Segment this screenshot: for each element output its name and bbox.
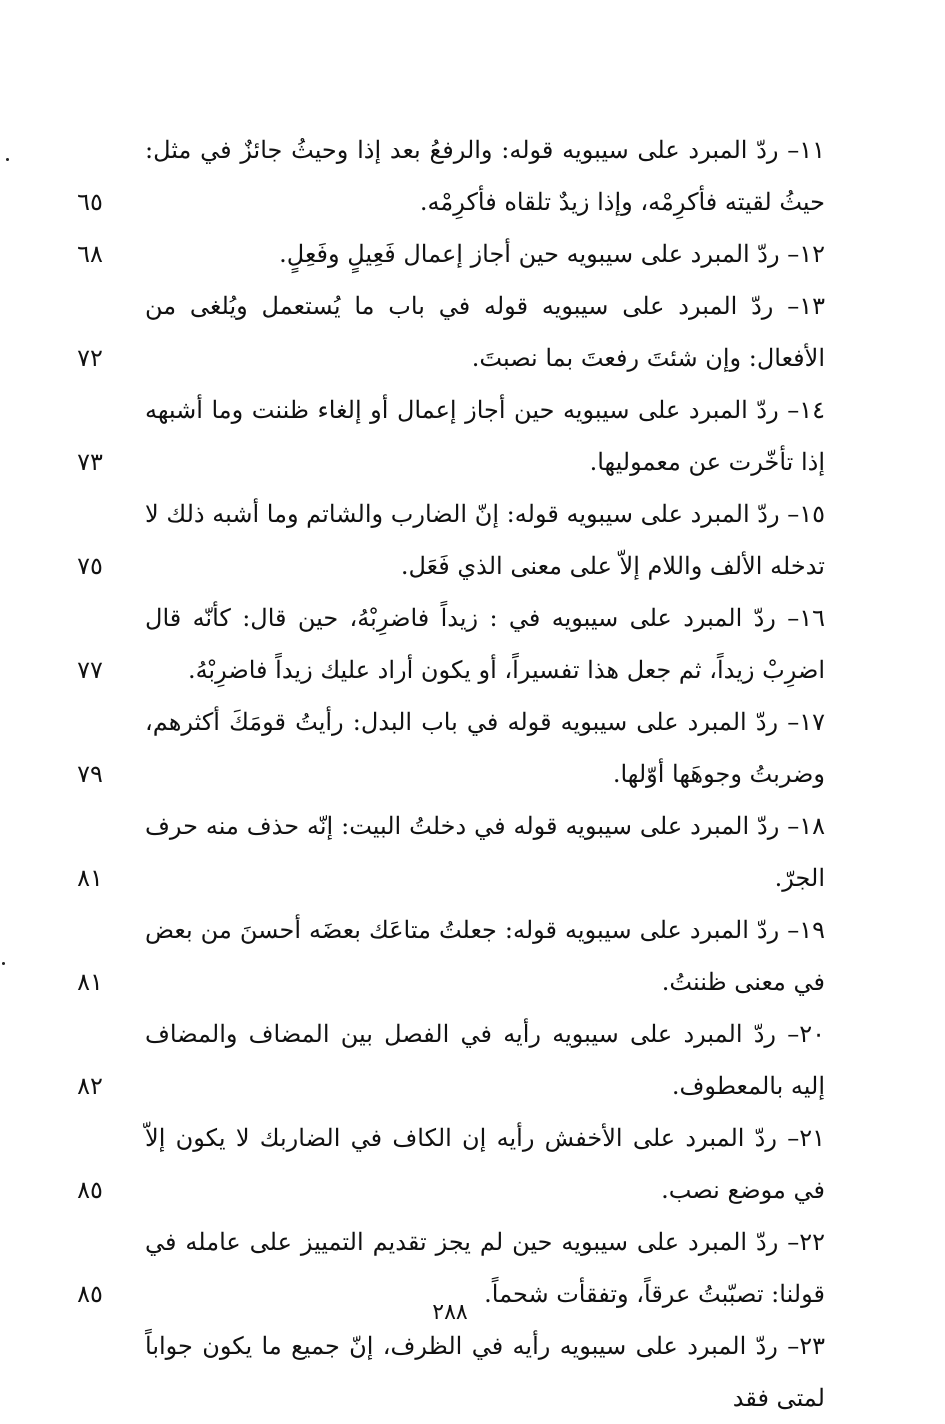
entry-text: ١٩– ردّ المبرد على سيبويه قوله: جعلتُ متاعَك بعضَه أحسنَ من بعض في معنى ظننتُ. [145, 916, 825, 996]
list-item [45, 904, 825, 1008]
page-reference: ٧٧ [77, 656, 103, 684]
entry-text: ٢٢– ردّ المبرد على سيبويه حين لم يجز تقديم التمييز على عامله في قولنا: تصبّبتُ عرقاً، وتفقأت شحماً. [145, 1228, 825, 1308]
page-reference: ٨٥ [77, 1176, 103, 1204]
page-reference: ٨١ [77, 968, 103, 996]
entry-text: ١٧– ردّ المبرد على سيبويه قوله في باب البدل: رأيتُ قومَكَ أكثرهم، وضربتُ وجوهَها أوّلها. [145, 708, 825, 788]
list-item [45, 1112, 825, 1216]
page-reference: ٧٣ [77, 448, 103, 476]
entry-text: ١٢– ردّ المبرد على سيبويه حين أجاز إعمال فَعِيلٍ وفَعِلٍ. [279, 240, 825, 268]
entry-text: ١٦– ردّ المبرد على سيبويه في : زيداً فاضرِبْهُ، حين قال: كأنّه قال اضرِبْ زيداً، ثم جعل هذا تفسيراً، أو يكون أراد عليك زيداً فاضرِبْهُ. [145, 604, 825, 684]
list-item [45, 1008, 825, 1112]
page-reference: ٨٢ [77, 1072, 103, 1100]
entry-text: ١٨– ردّ المبرد على سيبويه قوله في دخلتُ البيت: إنّه حذف منه حرف الجرّ. [145, 812, 825, 892]
list-item [45, 800, 825, 904]
entry-text: ٢٠– ردّ المبرد على سيبويه رأيه في الفصل بين المضاف والمضاف إليه بالمعطوف. [145, 1020, 825, 1100]
entry-text: ١٤– ردّ المبرد على سيبويه حين أجاز إعمال أو إلغاء ظننت وما أشبهه إذا تأخّرت عن معموليها. [145, 396, 825, 476]
page-number: ٢٨٨ [432, 1300, 468, 1325]
entry-text: ١٣– ردّ المبرد على سيبويه قوله في باب ما يُستعمل ويُلغى من الأفعال: وإن شئتَ رفعتَ بما نصبتَ. [145, 292, 825, 372]
contents-list [45, 124, 825, 1424]
entry-text: ١٥– ردّ المبرد على سيبويه قوله: إنّ الضارب والشاتم وما أشبه ذلك لا تدخله الألف واللام إلاّ على معنى الذي فَعَل. [145, 500, 825, 580]
list-item [45, 488, 825, 592]
page-reference: ٦٥ [77, 188, 103, 216]
margin-mark [6, 158, 9, 161]
list-item [45, 592, 825, 696]
page-reference: ٧٥ [77, 552, 103, 580]
list-item [45, 124, 825, 228]
page-reference: ٨٥ [77, 1280, 103, 1308]
list-item [45, 228, 825, 280]
entry-text: ١١– ردّ المبرد على سيبويه قوله: والرفعُ بعد إذا وحيثُ جائزٌ في مثل: حيثُ لقيته فأكرِمْه، وإذا زيدٌ تلقاه فأكرِمْه. [145, 136, 825, 216]
list-item [45, 280, 825, 384]
list-item [45, 384, 825, 488]
page-reference: ٧٩ [77, 760, 103, 788]
entry-text: ٢١– ردّ المبرد على الأخفش رأيه إن الكاف في الضاربك لا يكون إلاّ في موضع نصب. [145, 1124, 825, 1204]
page-reference: ٦٨ [77, 240, 103, 268]
list-item [45, 696, 825, 800]
list-item [45, 1320, 825, 1424]
margin-mark [2, 962, 5, 965]
page-reference: ٧٢ [77, 344, 103, 372]
entry-text: ٢٣– ردّ المبرد على سيبويه رأيه في الظرف، إنّ جميع ما يكون جواباً لمتى فقد [145, 1332, 825, 1412]
page-reference: ٨١ [77, 864, 103, 892]
